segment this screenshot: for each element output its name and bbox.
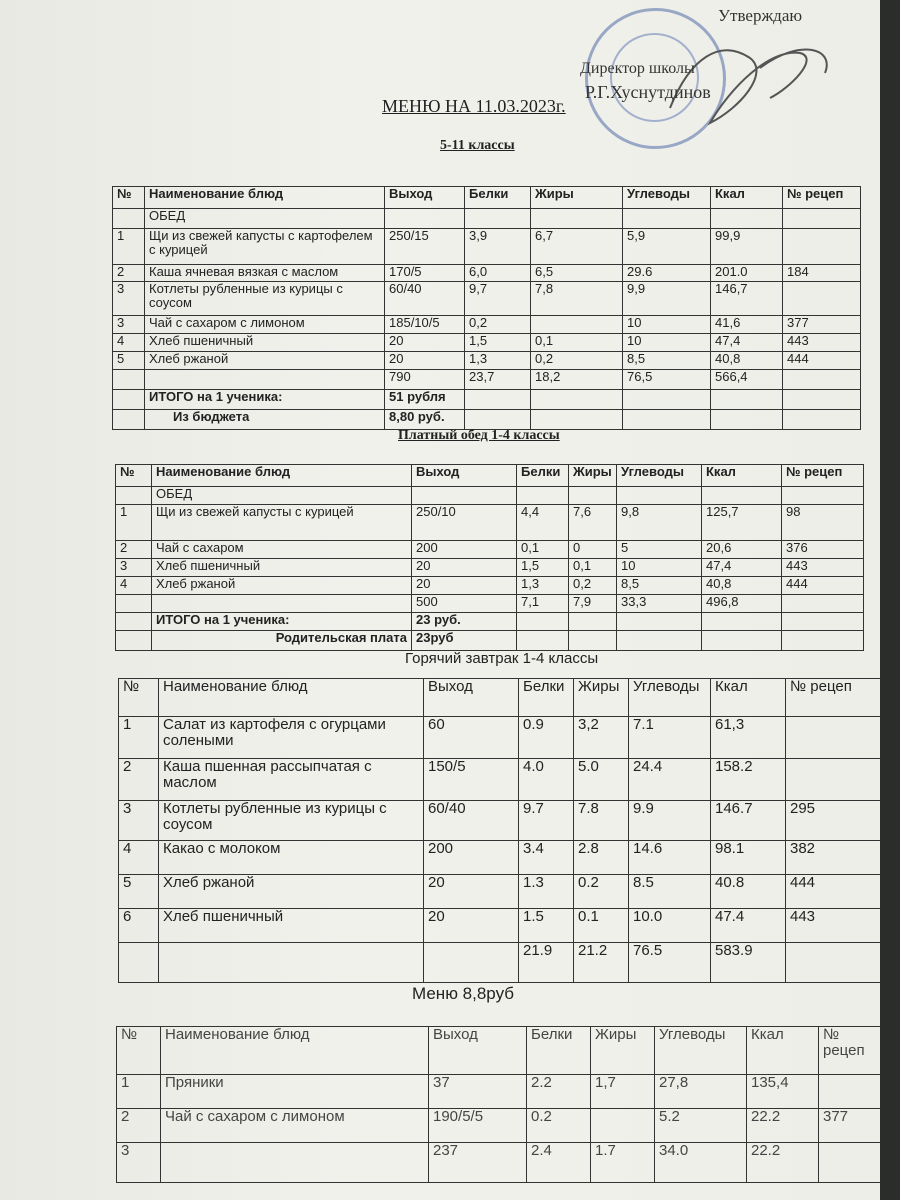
cell: 98 xyxy=(782,505,864,541)
cell: 0,1 xyxy=(517,541,569,559)
cell: 47,4 xyxy=(711,334,783,352)
cell: 2.8 xyxy=(574,841,629,875)
cell: 41,6 xyxy=(711,316,783,334)
cell: 2 xyxy=(119,759,159,801)
table-header-row xyxy=(113,187,861,209)
cell: Хлеб ржаной xyxy=(145,352,385,370)
cell: Салат из картофеля с огурцами солеными xyxy=(159,717,424,759)
cell: 61,3 xyxy=(711,717,786,759)
cell: 20 xyxy=(385,334,465,352)
table-row xyxy=(119,759,881,801)
cell: 125,7 xyxy=(702,505,782,541)
table-row xyxy=(119,801,881,841)
section-label: ОБЕД xyxy=(152,487,412,505)
cell: Щи из свежей капусты с картофелем с курицей xyxy=(145,229,385,265)
cell: 4 xyxy=(119,841,159,875)
photo-dark-edge xyxy=(880,0,900,1200)
header-cell: № xyxy=(119,679,159,717)
table-row xyxy=(113,334,861,352)
header-cell: Выход xyxy=(385,187,465,209)
header-cell: Белки xyxy=(517,465,569,487)
cell: 376 xyxy=(782,541,864,559)
cell: 7.8 xyxy=(574,801,629,841)
cell: 60 xyxy=(424,717,519,759)
cell xyxy=(113,370,145,390)
cell: 185/10/5 xyxy=(385,316,465,334)
header-cell: Выход xyxy=(412,465,517,487)
header-cell: Выход xyxy=(429,1027,527,1075)
menu-table-lunch-5-11 xyxy=(112,186,861,430)
totals-row xyxy=(116,595,864,613)
cell: 5.0 xyxy=(574,759,629,801)
cell: 0,2 xyxy=(465,316,531,334)
cell: 20,6 xyxy=(702,541,782,559)
cell: 250/15 xyxy=(385,229,465,265)
cell: 3.4 xyxy=(519,841,574,875)
menu-table-8-8 xyxy=(116,1026,881,1183)
header-cell: Жиры xyxy=(574,679,629,717)
totals-row xyxy=(113,370,861,390)
cell: 3,9 xyxy=(465,229,531,265)
cell: 60/40 xyxy=(385,282,465,316)
cell: 3 xyxy=(113,316,145,334)
cell: 135,4 xyxy=(747,1075,819,1109)
table-row xyxy=(113,265,861,282)
cell: 444 xyxy=(786,875,881,909)
cell: 1,5 xyxy=(465,334,531,352)
cell: 4,4 xyxy=(517,505,569,541)
cell: 3,2 xyxy=(574,717,629,759)
table-row xyxy=(116,541,864,559)
cell: 443 xyxy=(786,909,881,943)
cell: 1 xyxy=(117,1075,161,1109)
summary-row xyxy=(113,390,861,410)
cell: 40,8 xyxy=(702,577,782,595)
hot-breakfast-caption: Горячий завтрак 1-4 классы xyxy=(405,650,599,667)
cell: 201.0 xyxy=(711,265,783,282)
cell: 443 xyxy=(783,334,861,352)
header-cell: № xyxy=(113,187,145,209)
table-row xyxy=(119,875,881,909)
cell: 1,3 xyxy=(465,352,531,370)
page-title: МЕНЮ НА 11.03.2023г. xyxy=(382,96,566,116)
header-cell: Углеводы xyxy=(617,465,702,487)
cell: 14.6 xyxy=(629,841,711,875)
cell xyxy=(819,1143,881,1183)
header-cell: Белки xyxy=(465,187,531,209)
header-cell: Наименование блюд xyxy=(161,1027,429,1075)
cell xyxy=(783,282,861,316)
cell: 1,7 xyxy=(591,1075,655,1109)
cell: Хлеб пшеничный xyxy=(159,909,424,943)
cell: Котлеты рубленные из курицы с соусом xyxy=(159,801,424,841)
header-cell: Наименование блюд xyxy=(159,679,424,717)
grade-subtitle: 5-11 классы xyxy=(440,138,515,153)
cell: 190/5/5 xyxy=(429,1109,527,1143)
cell: 98.1 xyxy=(711,841,786,875)
cell: 1 xyxy=(119,717,159,759)
menu-table-hot-breakfast-1-4 xyxy=(118,678,881,983)
cell xyxy=(786,717,881,759)
header-cell: Наименование блюд xyxy=(152,465,412,487)
cell: 99,9 xyxy=(711,229,783,265)
cell: 10 xyxy=(617,559,702,577)
cell: 24.4 xyxy=(629,759,711,801)
cell: 3 xyxy=(119,801,159,841)
cell: 1 xyxy=(113,229,145,265)
cell: Чай с сахаром с лимоном xyxy=(161,1109,429,1143)
header-cell: № рецеп xyxy=(819,1027,881,1075)
cell: 76,5 xyxy=(623,370,711,390)
cell xyxy=(591,1109,655,1143)
table-row xyxy=(119,841,881,875)
cell: 9.7 xyxy=(519,801,574,841)
cell: 7,6 xyxy=(569,505,617,541)
table-row xyxy=(119,909,881,943)
cell: 6,5 xyxy=(531,265,623,282)
totals-row xyxy=(119,943,881,983)
cell xyxy=(159,943,424,983)
cell: 9,7 xyxy=(465,282,531,316)
header-cell: Белки xyxy=(527,1027,591,1075)
cell: 47,4 xyxy=(702,559,782,577)
cell: 18,2 xyxy=(531,370,623,390)
cell: 20 xyxy=(412,577,517,595)
cell: Пряники xyxy=(161,1075,429,1109)
cell: 3 xyxy=(113,282,145,316)
cell: 23,7 xyxy=(465,370,531,390)
approve-label: Утверждаю xyxy=(718,6,803,25)
cell: Щи из свежей капусты с курицей xyxy=(152,505,412,541)
cell: 47.4 xyxy=(711,909,786,943)
cell: 37 xyxy=(429,1075,527,1109)
cell: 29.6 xyxy=(623,265,711,282)
cell: 496,8 xyxy=(702,595,782,613)
cell: 0.2 xyxy=(574,875,629,909)
cell: 7,1 xyxy=(517,595,569,613)
cell: 0.2 xyxy=(527,1109,591,1143)
table-row xyxy=(117,1109,881,1143)
cell: 2 xyxy=(116,541,152,559)
cell: 27,8 xyxy=(655,1075,747,1109)
cell xyxy=(145,370,385,390)
director-title: Директор школы xyxy=(580,60,695,77)
cell: 158.2 xyxy=(711,759,786,801)
cell: 33,3 xyxy=(617,595,702,613)
header-cell: Выход xyxy=(424,679,519,717)
header-cell: № xyxy=(117,1027,161,1075)
header-cell: Ккал xyxy=(702,465,782,487)
cell xyxy=(119,943,159,983)
cell: Чай с сахаром xyxy=(152,541,412,559)
cell: 500 xyxy=(412,595,517,613)
table-row xyxy=(113,316,861,334)
cell: 583.9 xyxy=(711,943,786,983)
table-row xyxy=(119,717,881,759)
budget-label: Из бюджета xyxy=(145,410,385,430)
cell: 444 xyxy=(782,577,864,595)
cell: 5 xyxy=(617,541,702,559)
cell: Какао с молоком xyxy=(159,841,424,875)
cell: Каша ячневая вязкая с маслом xyxy=(145,265,385,282)
cell: 20 xyxy=(424,875,519,909)
cell: 0,1 xyxy=(531,334,623,352)
cell: 1.5 xyxy=(519,909,574,943)
cell: 184 xyxy=(783,265,861,282)
table-header-row xyxy=(119,679,881,717)
table-header-row xyxy=(116,465,864,487)
cell: 21.9 xyxy=(519,943,574,983)
header-cell: № рецеп xyxy=(782,465,864,487)
cell: 146,7 xyxy=(711,282,783,316)
header-cell: Жиры xyxy=(591,1027,655,1075)
totals-row xyxy=(117,1143,881,1183)
header-cell: Ккал xyxy=(747,1027,819,1075)
cell: 76.5 xyxy=(629,943,711,983)
cell: 7,9 xyxy=(569,595,617,613)
cell: 146.7 xyxy=(711,801,786,841)
cell: 6 xyxy=(119,909,159,943)
cell: 10 xyxy=(623,316,711,334)
cell: Хлеб ржаной xyxy=(152,577,412,595)
table-row xyxy=(116,559,864,577)
cell: 237 xyxy=(429,1143,527,1183)
header-cell: Углеводы xyxy=(629,679,711,717)
cell: Каша пшенная рассыпчатая с маслом xyxy=(159,759,424,801)
cell: 20 xyxy=(412,559,517,577)
cell xyxy=(152,595,412,613)
table-header-row xyxy=(117,1027,881,1075)
parent-fee-row xyxy=(116,631,864,651)
cell xyxy=(786,943,881,983)
cell: Хлеб пшеничный xyxy=(152,559,412,577)
section-row xyxy=(113,209,861,229)
section-row xyxy=(116,487,864,505)
cell: 0 xyxy=(569,541,617,559)
cell xyxy=(116,595,152,613)
cell: 295 xyxy=(786,801,881,841)
cell: 2.2 xyxy=(527,1075,591,1109)
cell: 1,3 xyxy=(517,577,569,595)
cell: 0,2 xyxy=(569,577,617,595)
cell: 377 xyxy=(819,1109,881,1143)
cell xyxy=(782,595,864,613)
cell: 170/5 xyxy=(385,265,465,282)
cell: Хлеб пшеничный xyxy=(145,334,385,352)
header-cell: Наименование блюд xyxy=(145,187,385,209)
header-cell: Ккал xyxy=(711,679,786,717)
cell xyxy=(783,370,861,390)
cell: 150/5 xyxy=(424,759,519,801)
cell: 3 xyxy=(116,559,152,577)
cell: 2.4 xyxy=(527,1143,591,1183)
cell: 40,8 xyxy=(711,352,783,370)
cell: 9,9 xyxy=(623,282,711,316)
cell: 444 xyxy=(783,352,861,370)
table-row xyxy=(116,505,864,541)
cell xyxy=(783,229,861,265)
cell: 8,5 xyxy=(617,577,702,595)
table-row xyxy=(113,282,861,316)
paid-lunch-caption: Платный обед 1-4 классы xyxy=(398,428,560,443)
cell: 1,5 xyxy=(517,559,569,577)
cell: 22.2 xyxy=(747,1109,819,1143)
cell: 2 xyxy=(113,265,145,282)
cell: 34.0 xyxy=(655,1143,747,1183)
total-label: ИТОГО на 1 ученика: xyxy=(152,613,412,631)
cell: 200 xyxy=(412,541,517,559)
cell: 20 xyxy=(385,352,465,370)
cell: 8,5 xyxy=(623,352,711,370)
summary-row xyxy=(116,613,864,631)
cell: 6,0 xyxy=(465,265,531,282)
header-cell: Белки xyxy=(519,679,574,717)
cell: 0.1 xyxy=(574,909,629,943)
total-label: ИТОГО на 1 ученика: xyxy=(145,390,385,410)
cell: 7,8 xyxy=(531,282,623,316)
table-row xyxy=(113,229,861,265)
cell: 382 xyxy=(786,841,881,875)
cell: 7.1 xyxy=(629,717,711,759)
cell: 566,4 xyxy=(711,370,783,390)
header-cell: Жиры xyxy=(569,465,617,487)
budget-row xyxy=(113,410,861,430)
cell: 22.2 xyxy=(747,1143,819,1183)
cell: 4 xyxy=(116,577,152,595)
total-value: 23 руб. xyxy=(412,613,517,631)
table-row xyxy=(117,1075,881,1109)
cell: 1.7 xyxy=(591,1143,655,1183)
cell: 10.0 xyxy=(629,909,711,943)
cell: 4 xyxy=(113,334,145,352)
cell xyxy=(531,316,623,334)
table-row xyxy=(113,352,861,370)
cell: 40.8 xyxy=(711,875,786,909)
section-label: ОБЕД xyxy=(145,209,385,229)
cell: 2 xyxy=(117,1109,161,1143)
cell: 10 xyxy=(623,334,711,352)
cell: 0,1 xyxy=(569,559,617,577)
cell: 5.2 xyxy=(655,1109,747,1143)
parent-fee-label: Родительская плата xyxy=(152,631,412,651)
cell: 60/40 xyxy=(424,801,519,841)
header-cell: № xyxy=(116,465,152,487)
header-cell: № рецеп xyxy=(786,679,881,717)
cell: Хлеб ржаной xyxy=(159,875,424,909)
cell: 200 xyxy=(424,841,519,875)
parent-fee-value: 23руб xyxy=(412,631,517,651)
cell: 8.5 xyxy=(629,875,711,909)
cell: 4.0 xyxy=(519,759,574,801)
cell: 21.2 xyxy=(574,943,629,983)
cell: 0,2 xyxy=(531,352,623,370)
cell: 0.9 xyxy=(519,717,574,759)
total-value: 51 рубля xyxy=(385,390,465,410)
budget-value: 8,80 руб. xyxy=(385,410,465,430)
cell: 443 xyxy=(782,559,864,577)
cell: 377 xyxy=(783,316,861,334)
cell: 1 xyxy=(116,505,152,541)
cell: 5 xyxy=(119,875,159,909)
cell: Чай с сахаром с лимоном xyxy=(145,316,385,334)
cell: 790 xyxy=(385,370,465,390)
table-row xyxy=(116,577,864,595)
header-cell: Жиры xyxy=(531,187,623,209)
cell: 1.3 xyxy=(519,875,574,909)
cell: 3 xyxy=(117,1143,161,1183)
cell xyxy=(786,759,881,801)
cell: 9.9 xyxy=(629,801,711,841)
cell: 6,7 xyxy=(531,229,623,265)
director-name: Р.Г.Хуснутдинов xyxy=(585,82,711,102)
header-cell: № рецеп xyxy=(783,187,861,209)
header-cell: Ккал xyxy=(711,187,783,209)
cell xyxy=(161,1143,429,1183)
header-cell: Углеводы xyxy=(623,187,711,209)
cell: 5 xyxy=(113,352,145,370)
cell: 9,8 xyxy=(617,505,702,541)
menu-table-paid-lunch-1-4 xyxy=(115,464,864,651)
header-cell: Углеводы xyxy=(655,1027,747,1075)
cell: 250/10 xyxy=(412,505,517,541)
menu-8-8-caption: Меню 8,8руб xyxy=(412,984,514,1003)
cell xyxy=(424,943,519,983)
cell: 20 xyxy=(424,909,519,943)
cell: 5,9 xyxy=(623,229,711,265)
cell: Котлеты рубленные из курицы с соусом xyxy=(145,282,385,316)
cell xyxy=(819,1075,881,1109)
